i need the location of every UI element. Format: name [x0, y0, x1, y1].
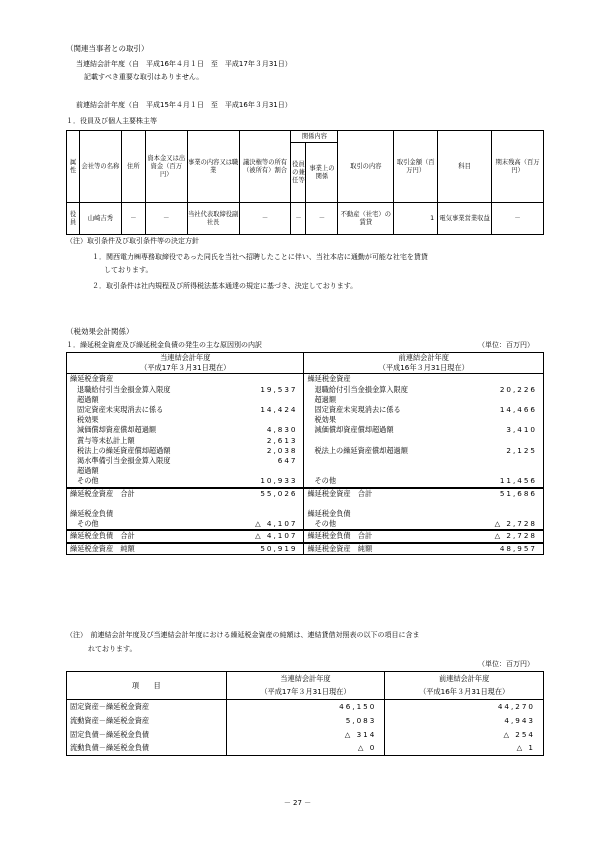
- bt-row-label: 流動資産－繰延税金資産: [67, 714, 227, 728]
- header-company: 会社等の名称: [79, 131, 121, 203]
- header-officer-dual: 役員の兼任等: [291, 143, 306, 203]
- tax-effect-table: [66, 352, 544, 555]
- left-r2a: 固定資産未実現消去に係る: [67, 405, 227, 415]
- left-r1b: 超過額: [67, 395, 227, 405]
- header-capital: 資本金又は出資金（百万円）: [145, 131, 187, 203]
- right-r1b: 超過額: [314, 394, 337, 404]
- assets-total-left-label: 繰延税金資産 合計: [67, 488, 227, 499]
- left-v4: 2,613: [226, 436, 304, 446]
- row-account: 電気事業営業収益: [438, 203, 492, 235]
- note-title: （注）取引条件及び取引条件等の決定方針: [66, 237, 199, 245]
- bt-row-prior: △ 1: [385, 742, 544, 756]
- row-officer-dual: －: [291, 203, 306, 235]
- left-r1a: 退職給付引当金損金算入限度: [67, 385, 227, 395]
- row-business-relation: －: [306, 203, 338, 235]
- header-business-relation: 事業上の関係: [306, 143, 338, 203]
- row-company: 山崎吉秀: [79, 203, 121, 235]
- table-row: [67, 714, 544, 728]
- header-business: 事業の内容又は職業: [187, 131, 239, 203]
- bt-row-prior: 44,270: [385, 700, 544, 714]
- right-v3: 3,410: [464, 425, 544, 435]
- row-amount: 1: [394, 203, 438, 235]
- table-row: [67, 742, 544, 756]
- bt-current-header: 当連結会計年度: [226, 672, 385, 686]
- col-current-header: 当連結会計年度: [67, 353, 304, 364]
- header-amount: 取引金額（百万円）: [394, 131, 438, 203]
- page-number: － 27 －: [283, 799, 312, 807]
- current-period-note: 記載すべき重要な取引はありません。: [84, 73, 204, 81]
- left-v3: 4,830: [226, 425, 304, 435]
- liab-total-current: △ 4,107: [226, 530, 304, 542]
- left-v6: 647: [226, 456, 304, 466]
- bt-prior-header: 前連結会計年度: [385, 672, 544, 686]
- liab-other-prior: △ 2,728: [464, 519, 544, 530]
- table-row: [67, 203, 544, 235]
- left-v5: 2,038: [226, 446, 304, 456]
- prior-period-label: 前連結会計年度（自 平成15年４月１日 至 平成16年３月31日）: [76, 101, 292, 109]
- left-r6a: 渇水準備引当金損金算入限度: [67, 456, 227, 466]
- right-v5: 2,125: [464, 446, 544, 456]
- liab-other-right: その他: [314, 519, 337, 529]
- tax-note-line1: （注） 前連結会計年度及び当連結会計年度における繰延税金資産の純額は、連結貸借対照表の以下の項目に含ま: [66, 631, 420, 639]
- left-r4: 賞与等未払計上額: [67, 436, 227, 446]
- row-address: －: [121, 203, 145, 235]
- left-v7: 10,933: [226, 476, 304, 487]
- right-v1: 20,226: [464, 385, 544, 395]
- row-attr: 役員: [67, 203, 80, 235]
- bt-row-label: 固定資産－繰延税金資産: [67, 700, 227, 714]
- bt-item-header: 項 目: [67, 672, 227, 700]
- liab-total-right-label: 繰延税金負債 合計: [304, 530, 464, 542]
- header-relation: 関係内容: [291, 131, 338, 143]
- liab-header-right: 繰延税金負債: [307, 509, 351, 519]
- bt-row-current: △ 314: [226, 728, 385, 742]
- balance-sheet-items-table: [66, 671, 544, 756]
- right-v2: 14,466: [464, 405, 544, 415]
- bt-row-current: 46,150: [226, 700, 385, 714]
- header-transaction: 取引の内容: [338, 131, 394, 203]
- row-business: 当社代表取締役副社長: [187, 203, 239, 235]
- left-r5: 税法上の繰延資産償却超過額: [67, 446, 227, 456]
- bt-row-label: 固定負債－繰延税金負債: [67, 728, 227, 742]
- col-prior-date: （平成16年３月31日現在）: [304, 363, 544, 374]
- row-voting: －: [239, 203, 291, 235]
- assets-header-right: 繰延税金資産: [307, 374, 351, 384]
- left-r6b: 超過額: [67, 466, 227, 476]
- assets-total-current: 55,026: [226, 488, 304, 499]
- left-r7: その他: [67, 476, 227, 487]
- row-balance: －: [492, 203, 544, 235]
- net-left-label: 繰延税金資産 純額: [67, 543, 227, 555]
- header-voting: 議決権等の所有（被所有）割合: [239, 131, 291, 203]
- bt-row-prior: 4,943: [385, 714, 544, 728]
- tax-effect-heading: （税効果会計関係）: [66, 327, 134, 336]
- liab-header-left: 繰延税金負債: [67, 509, 227, 519]
- bt-current-date: （平成17年３月31日現在）: [226, 686, 385, 700]
- bt-row-label: 流動負債－繰延税金負債: [67, 742, 227, 756]
- left-v1: 19,537: [226, 385, 304, 395]
- right-r3: 減価償却資産償却超過額: [314, 425, 394, 435]
- right-r1a: 退職給付引当金損金算入限度: [314, 384, 408, 394]
- bt-row-current: 5,083: [226, 714, 385, 728]
- header-balance: 期末残高（百万円）: [492, 131, 544, 203]
- left-r2b: 税効果: [67, 415, 227, 425]
- table-row: [67, 700, 544, 714]
- row-capital: －: [145, 203, 187, 235]
- assets-header-left: 繰延税金資産: [67, 374, 227, 385]
- tax-effect-subtitle: １．繰延税金資産及び繰延税金負債の発生の主な原因別の内訳: [66, 341, 262, 349]
- table-row: [67, 728, 544, 742]
- note2: ２．取引条件は社内規程及び所得税法基本通達の規定に基づき、決定しております。: [92, 282, 358, 290]
- unit-label-2: （単位：百万円）: [478, 660, 534, 668]
- assets-total-prior: 51,686: [464, 488, 544, 499]
- table-title: １．役員及び個人主要株主等: [66, 117, 157, 125]
- unit-label: （単位：百万円）: [478, 341, 534, 349]
- header-address: 住所: [121, 131, 145, 203]
- net-current: 50,919: [226, 543, 304, 555]
- liab-total-left-label: 繰延税金負債 合計: [67, 530, 227, 542]
- right-r5: 税法上の繰延資産償却超過額: [314, 445, 408, 455]
- liab-other-left: その他: [67, 519, 227, 530]
- current-period-label: 当連結会計年度（自 平成16年４月１日 至 平成17年３月31日）: [76, 60, 292, 68]
- liab-total-prior: △ 2,728: [464, 530, 544, 542]
- right-r2b: 税効果: [314, 415, 337, 425]
- net-prior: 48,957: [464, 543, 544, 555]
- col-prior-header: 前連結会計年度: [304, 353, 544, 364]
- right-r7: その他: [314, 476, 337, 486]
- related-party-table: [66, 130, 544, 235]
- header-account: 科目: [438, 131, 492, 203]
- tax-note-line2: れております。: [88, 645, 137, 653]
- right-r2a: 固定資産未実現消去に係る: [314, 405, 401, 415]
- net-right-label: 繰延税金資産 純額: [304, 543, 464, 555]
- left-r3: 減価償却資産償却超過額: [67, 425, 227, 435]
- note1-line2: しております。: [104, 266, 153, 274]
- left-v2: 14,424: [226, 405, 304, 415]
- bt-row-prior: △ 254: [385, 728, 544, 742]
- note1-line1: １．関西電力㈱専務取締役であった同氏を当社へ招聘したことに伴い、当社本店に通勤が可能な社宅を賃貸: [92, 253, 428, 261]
- header-attr: 属性: [67, 131, 80, 203]
- row-transaction: 不動産（社宅）の賃貸: [338, 203, 394, 235]
- bt-prior-date: （平成16年３月31日現在）: [385, 686, 544, 700]
- liab-other-current: △ 4,107: [226, 519, 304, 530]
- bt-row-current: △ 0: [226, 742, 385, 756]
- related-party-heading: （関連当事者との取引）: [66, 44, 149, 53]
- assets-total-right-label: 繰延税金資産 合計: [304, 488, 464, 499]
- col-current-date: （平成17年３月31日現在）: [67, 363, 304, 374]
- right-v7: 11,456: [464, 476, 544, 487]
